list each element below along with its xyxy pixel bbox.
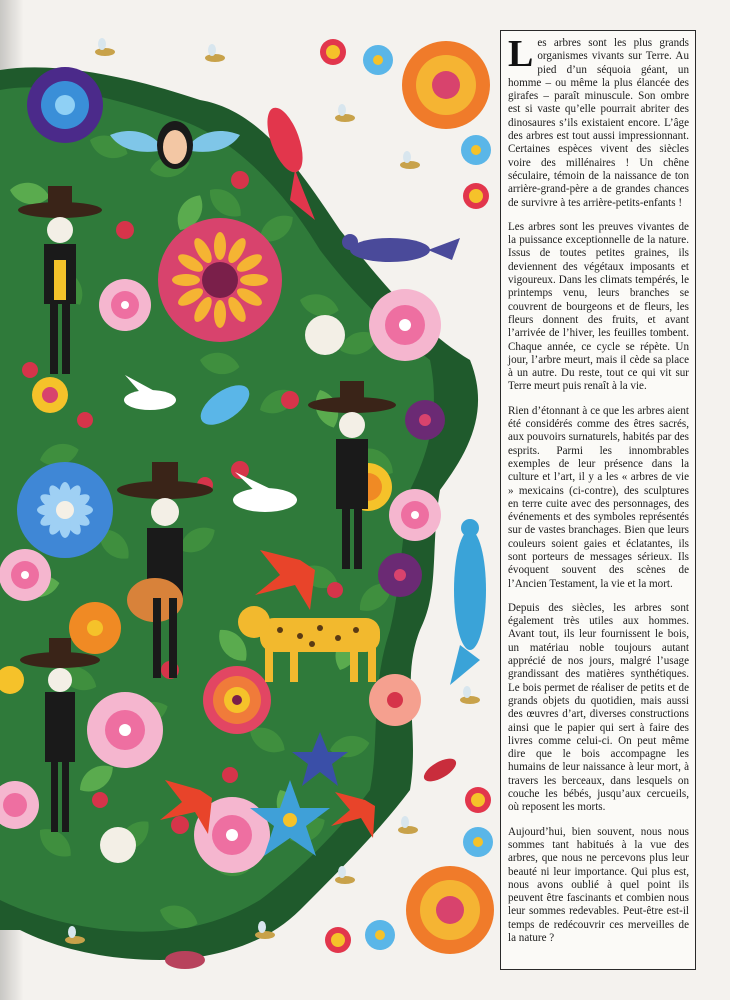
drop-cap: L xyxy=(508,33,534,75)
paragraph-4: Depuis des siècles, les arbres sont également très utiles aux hommes. Avant tout, ils leur fournissent le bois, un matériau noble toujours autant apprécié de nos jours, malgré l’usage grandissant des matières synthétiques. Le bois permet de réaliser de petits et de grands objets du quotidien, mais aussi des œuvres d’art, diverses constructions ainsi que le papier qui sert à faire des livres comme celui-ci. On peut même dire que le bois accompagne les humains de leur naissance à leur mort, à travers les berceaux, dans lesquels on couche les bébés, jusqu’aux cercueils, où reposent les morts. xyxy=(508,601,689,814)
paragraph-2: Les arbres sont les preuves vivantes de la puissance exceptionnelle de la nature. Issus de toutes petites graines, ils deviennent des végétaux imposants et vigoureux. Dans les climats tempérés, le printemps venu, leurs branches se couvrent de bourgeons et de fleurs, les fleurs donnent des fruits, et avant l’arrivée de l’hiver, les feuilles tombent. Chaque année, ce cycle se répète. Un jour, l’arbre meurt, mais il cède sa place à un autre. Du reste, tout ce qui vit sur Terre meurt puis renaît à la vie. xyxy=(508,220,689,393)
paragraph-5: Aujourd’hui, bien souvent, nous nous sommes tant habitués à la vue des arbres, que nous ne percevons plus leur beauté ni leur importance. Qui plus est, nous avons oublié à quel point ils peuvent être fascinants et combien nous leur sommes redevables. Peut-être est-il temps de redécouvrir ces merveilles de la nature ? xyxy=(508,825,689,944)
paragraph-1-text: es arbres sont les plus grands organismes vivants sur Terre. Au pied d’un séquoia géant, un homme – ou même la plus élancée des girafes – paraît minuscule. Son ombre est si vaste qu’elle pourrait abriter des dinosaures s’ils existaient encore. L’âge des arbres est tout aussi impressionnant. Certaines espèces vivent des siècles voire des millénaires ! Un chêne séculaire, témoin de la naissance de ton arrière-grand-père a de grandes chances de survivre à tes arrière-petits-enfants ! xyxy=(508,37,689,209)
article-text-box xyxy=(500,30,696,970)
tree-of-life-illustration xyxy=(0,30,500,970)
paragraph-3: Rien d’étonnant à ce que les arbres aient été considérés comme des êtres sacrés, aux pouvoirs surnaturels, habités par des esprits. Parmi les innombrables exemples de leur présence dans la culture et l’art, il y a les « arbres de vie » mexicains (ci-contre), des sculptures en terre cuite avec des personnages, des événements et des symboles représentés sur de vastes branchages. Bien que leurs couleurs soient gaies et éclatantes, ils sont porteurs de messages sérieux. Ils évoquent souvent des scènes de l’Ancien Testament, la vie et la mort. xyxy=(508,404,689,590)
paragraph-1 xyxy=(508,33,689,210)
